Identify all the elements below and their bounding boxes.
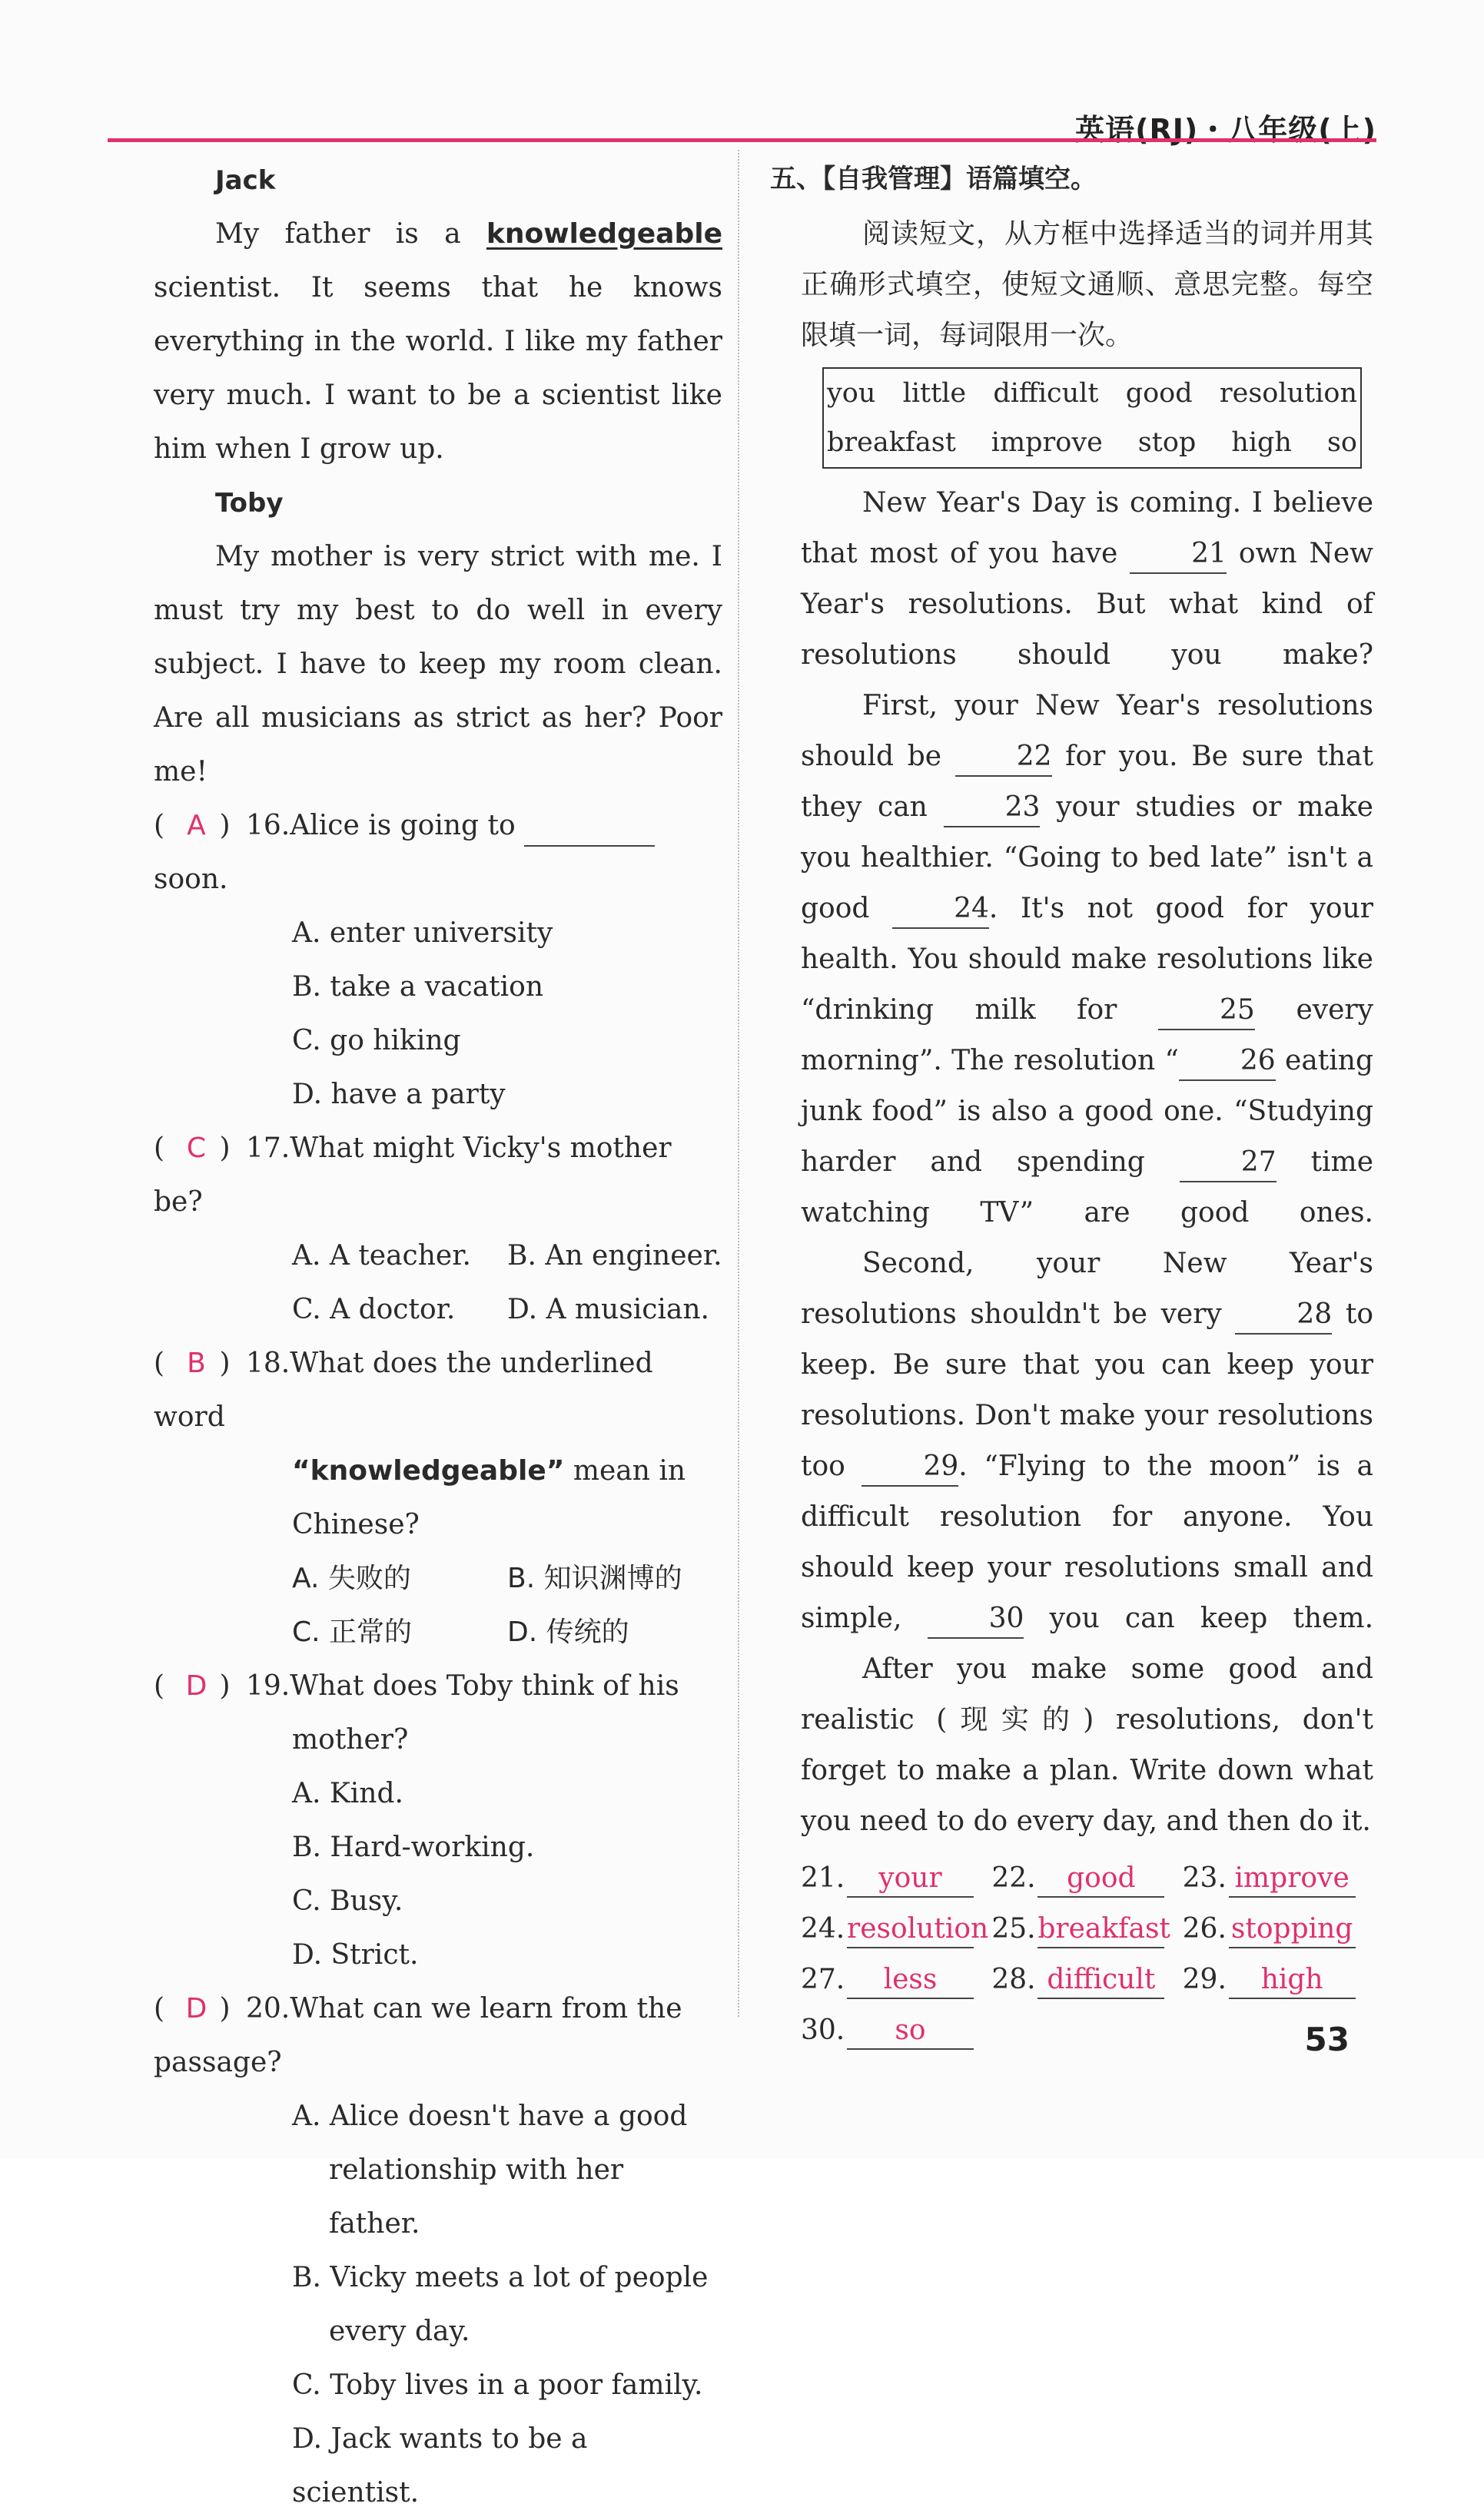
answer-17: C [186, 1132, 207, 1164]
option: A. A teacher. [292, 1240, 471, 1272]
page-header-title: 英语(RJ)・八年级(上) [1075, 113, 1376, 147]
answer-row: 27. less 28. difficult 29. high [801, 1955, 1373, 2005]
column-divider [738, 150, 739, 2017]
question-19: ( D ) 19.What does Toby think of his [154, 1660, 722, 1713]
option-row [292, 1283, 722, 1337]
option: B. Hard-working. [292, 1832, 535, 1863]
option: D. 传统的 [507, 1616, 629, 1648]
answer-grid [801, 1853, 1373, 2056]
option: C. A doctor. [292, 1294, 456, 1325]
filled-answer: stopping [1229, 1912, 1356, 1948]
filled-answer: high [1229, 1962, 1356, 1999]
word-box-row: you little difficult good resolution [827, 378, 1357, 409]
underlined-keyword: knowledgeable [486, 218, 722, 250]
header-divider [108, 138, 1376, 142]
question-19-continued: mother? [292, 1724, 409, 1756]
blank-26: 26 [1179, 1043, 1276, 1081]
word-box [822, 367, 1362, 469]
option-row [292, 1229, 722, 1283]
answer-20: D [185, 1993, 207, 2024]
option: C. Toby lives in a poor family. [292, 2369, 703, 2401]
passage-paragraph-4: After you make some good and realistic (现实的) resolutions, don't forget to make a plan. Write down what you need to do every day, and then do it. [801, 1653, 1373, 1837]
blank-27: 27 [1180, 1144, 1277, 1182]
option: C. 正常的 [292, 1616, 413, 1648]
option: A. Alice doesn't have a good [292, 2101, 688, 2132]
option: D. Strict. [292, 1939, 419, 1971]
blank-22: 22 [955, 738, 1052, 777]
option: B. An engineer. [507, 1240, 722, 1272]
jack-paragraph: My father is a knowledgeable scientist. It seems that he knows everything in the world. I like my father very much. I want to be a scientist like him when I grow up. [154, 218, 722, 465]
question-18-continued: “knowledgeable” mean in Chinese? [292, 1455, 686, 1540]
question-17: ( C ) 17.What might Vicky's mother be? [154, 1122, 722, 1229]
option: D. Jack wants to be a scientist. [292, 2423, 588, 2508]
left-column [154, 154, 722, 2520]
right-column [770, 154, 1374, 2056]
option: C. go hiking [292, 1025, 461, 1056]
word-box-row: breakfast improve stop high so [827, 427, 1357, 458]
question-18: ( B ) 18.What does the underlined word [154, 1337, 722, 1444]
answer-row: 24. resolution 25. breakfast 26. stopping [801, 1904, 1373, 1955]
section-instructions: 阅读短文，从方框中选择适当的词并用其正确形式填空，使短文通顺、意思完整。每空限填一词，每词限用一次。 [801, 218, 1373, 351]
blank-25: 25 [1158, 992, 1255, 1030]
filled-answer: improve [1229, 1861, 1356, 1898]
option: B. Vicky meets a lot of people [292, 2262, 709, 2293]
blank-23: 23 [944, 789, 1041, 827]
jack-heading: Jack [215, 165, 276, 196]
option: C. Busy. [292, 1885, 403, 1917]
filled-answer: less [847, 1962, 974, 1999]
toby-paragraph: My mother is very strict with me. I must try my best to do well in every subject. I have to keep my room clean. Are all musicians as strict as her? Poor me! [154, 541, 722, 788]
blank-30: 30 [928, 1600, 1024, 1639]
option-continued: every day. [329, 2316, 470, 2347]
option-row [292, 1552, 722, 1606]
answer-19: D [185, 1670, 207, 1702]
option: B. take a vacation [292, 971, 544, 1003]
answer-row: 30. so [801, 2005, 1373, 2056]
filled-answer: your [847, 1861, 974, 1898]
filled-answer: so [847, 2013, 974, 2050]
answer-row: 21. your 22. good 23. improve [801, 1853, 1373, 1904]
toby-heading: Toby [215, 488, 284, 519]
filled-answer: good [1037, 1861, 1164, 1898]
option-row [292, 1606, 722, 1660]
option: B. 知识渊博的 [507, 1563, 682, 1594]
passage-paragraph-2: First, your New Year's resolutions should be 22 for you. Be sure that they can 23 your studies or make you healthier. “Going to bed late” isn't a good 24. It's not good for your health. You should make resolutions like “drinking milk for 25 every morning”. The resolution “ 26 eating junk food” is also a good one. “Studying harder and spending 27 time watching TV” are good ones. [801, 690, 1373, 1228]
filled-answer: breakfast [1037, 1912, 1164, 1948]
question-20: ( D ) 20.What can we learn from the passage? [154, 1982, 722, 2090]
passage-paragraph-3: Second, your New Year's resolutions shouldn't be very 28 to keep. Be sure that you can keep your resolutions. Don't make your resolutions too 29. “Flying to the moon” is a difficult resolution for anyone. You should keep your resolutions small and simple, 30 you can keep them. [801, 1238, 1373, 1644]
filled-answer: difficult [1037, 1962, 1164, 1999]
page-number: 53 [1304, 2021, 1350, 2058]
option-continued: relationship with her father. [329, 2154, 624, 2240]
option: A. Kind. [292, 1778, 403, 1809]
answer-16: A [187, 810, 206, 841]
question-16: ( A ) 16.Alice is going to soon. [154, 799, 722, 907]
option: D. A musician. [507, 1294, 709, 1325]
option: D. have a party [292, 1079, 506, 1110]
passage-paragraph-1: New Year's Day is coming. I believe that most of you have 21 own New Year's resolutions. But what kind of resolutions should you make? [801, 487, 1373, 671]
answer-18: B [187, 1348, 206, 1379]
blank-21: 21 [1130, 536, 1227, 574]
option: A. 失败的 [292, 1563, 411, 1594]
blank-28: 28 [1235, 1296, 1332, 1335]
section-title: 五、【自我管理】语篇填空。 [770, 164, 1097, 194]
blank-29: 29 [862, 1448, 958, 1487]
option: A. enter university [292, 917, 553, 949]
blank-24: 24 [892, 890, 989, 929]
filled-answer: resolution [847, 1912, 974, 1948]
